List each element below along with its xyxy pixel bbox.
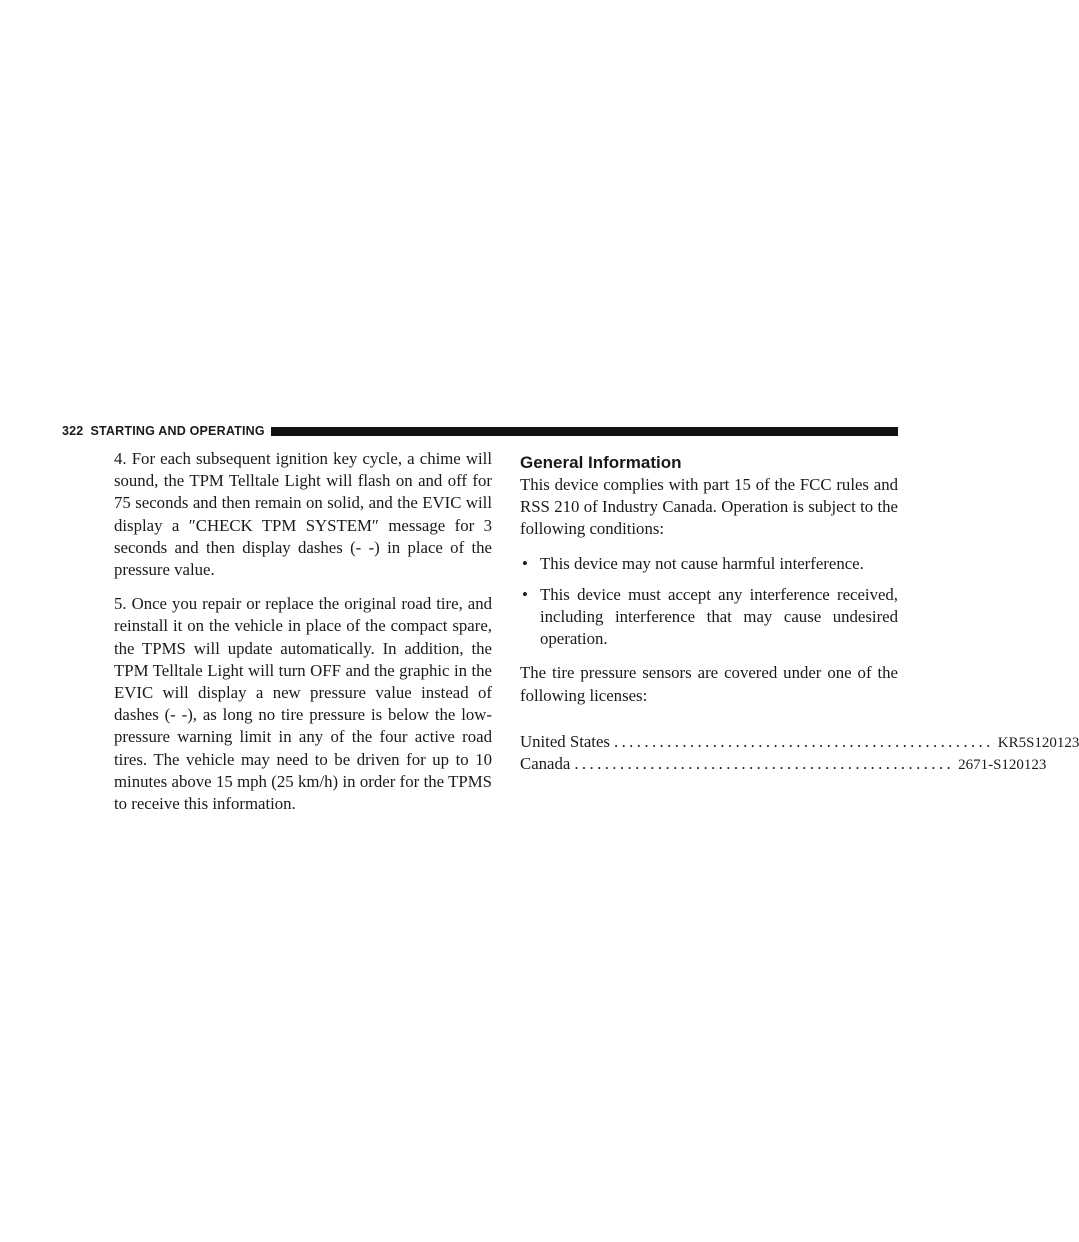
list-item (520, 553, 898, 575)
license-label: Canada (520, 753, 571, 773)
leader-dots: .................................................. (574, 753, 955, 773)
paragraph-step-5: 5. Once you repair or replace the original road tire, and reinstall it on the vehicle in place of the compact spare, the TPMS will update automatically. In addition, the TPM Telltale Light will turn OFF and the graphic in the EVIC will display a new pressure value instead of dashes (- -), as long no tire pressure is below the low-pressure warning limit in any of the four active road tires. The vehicle may need to be driven for up to 10 minutes above 15 mph (25 km/h) in order for the TPMS to receive this information. (114, 594, 492, 814)
list-item-text: This device may not cause harmful interference. (540, 553, 864, 573)
license-label: United States (520, 731, 610, 751)
list-item-text: This device must accept any interference received, including interference that may cause undesired operation. (540, 584, 898, 649)
conditions-list (520, 553, 898, 651)
compliance-paragraph: This device complies with part 15 of the FCC rules and RSS 210 of Industry Canada. Operation is subject to the following conditions: (520, 475, 898, 539)
page-header (62, 422, 898, 440)
license-table (520, 731, 1079, 775)
license-number: KR5S120123 (997, 734, 1079, 751)
header-rule (271, 427, 898, 436)
section-heading: General Information (520, 453, 682, 472)
bullet-icon: • (522, 584, 528, 604)
license-row-canada (520, 753, 1047, 775)
paragraph-step-4: 4. For each subsequent ignition key cycle, a chime will sound, the TPM Telltale Light will flash on and off for 75 seconds and then remain on solid, and the EVIC will display a ″CHECK TPM SYSTEM″ message for 3 seconds and then display dashes (- -) in place of the pressure value. (114, 449, 492, 580)
right-column (520, 448, 1079, 775)
leader-dots: .................................................. (613, 731, 994, 751)
left-column (114, 448, 492, 827)
bullet-icon: • (522, 553, 528, 573)
licenses-paragraph: The tire pressure sensors are covered under one of the following licenses: (520, 663, 898, 705)
page-number: 322 (62, 424, 84, 438)
license-number: 2671-S120123 (958, 756, 1047, 773)
license-row-us (520, 731, 1079, 753)
section-title: STARTING AND OPERATING (90, 424, 265, 438)
list-item (520, 584, 898, 651)
